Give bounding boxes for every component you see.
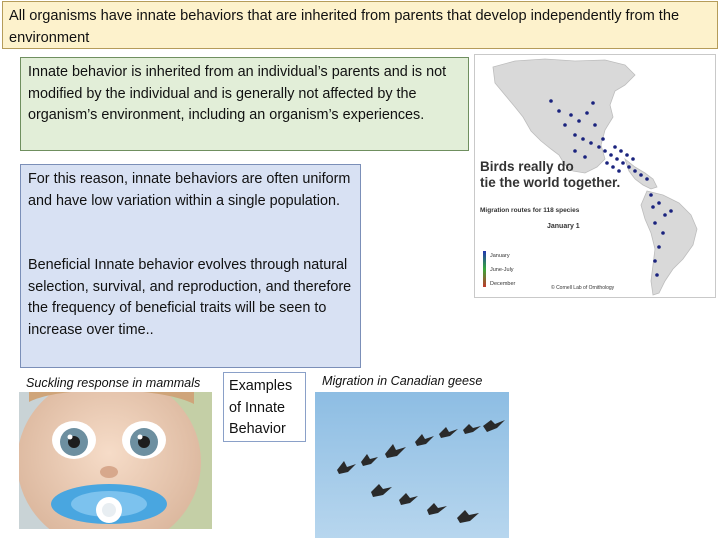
baby-pacifier-photo: [19, 392, 212, 529]
explanation-box: [20, 164, 361, 368]
baby-face-icon: [19, 392, 212, 529]
map-date: January 1: [547, 223, 580, 230]
legend-june-july: June-July: [490, 267, 514, 273]
legend-december: December: [490, 281, 516, 287]
beneficial-paragraph: Beneficial Innate behavior evolves through natural selection, survival, and reproduction, and therefore the frequency of beneficial traits will be seen to increase over time..: [28, 257, 352, 338]
migration-caption: Migration in Canadian geese: [322, 374, 483, 388]
examples-label-box: Examples of Innate Behavior: [223, 372, 306, 442]
legend-january: January: [490, 253, 510, 259]
migration-map-image: [474, 54, 716, 298]
map-credit: © Cornell Lab of Ornithology: [551, 285, 615, 291]
geese-migration-photo: [315, 392, 509, 538]
slide-title: All organisms have innate behaviors that are inherited from parents that develop independently from the environment: [2, 1, 718, 49]
uniform-paragraph: For this reason, innate behaviors are often uniform and have low variation within a single population.: [28, 171, 351, 209]
definition-box: Innate behavior is inherited from an individual’s parents and is not modified by the individual and is generally not affected by the organism’s environment, including an organism’s experiences.: [20, 57, 469, 151]
map-subtitle: Migration routes for 118 species: [480, 207, 580, 214]
map-headline: Birds really do tie the world together.: [480, 159, 621, 190]
map-legend-bar: [483, 251, 486, 287]
suckling-caption: Suckling response in mammals: [26, 376, 201, 390]
flying-geese-icon: [315, 392, 509, 538]
